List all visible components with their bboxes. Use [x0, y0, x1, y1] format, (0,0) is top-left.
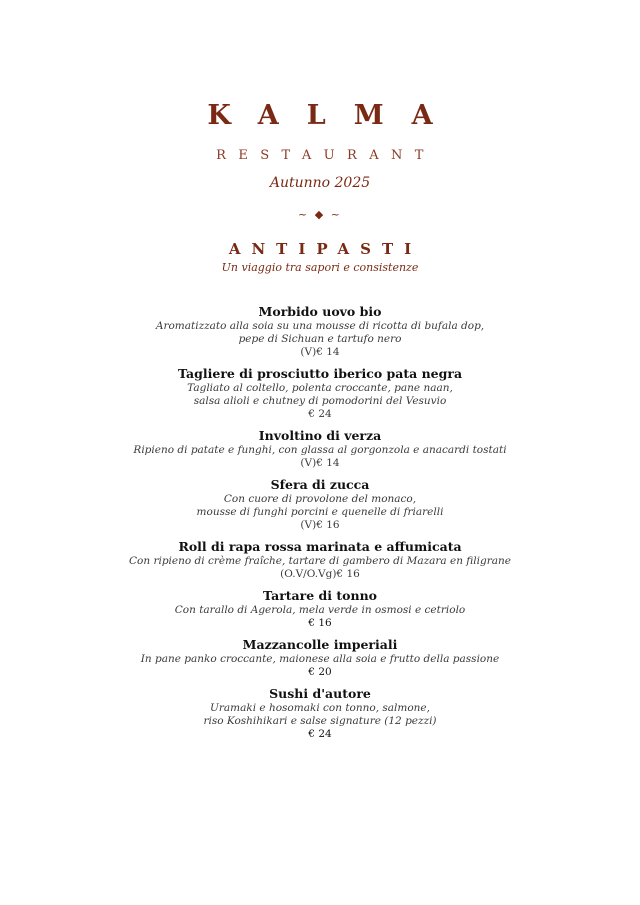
- menu-item-price: € 16: [308, 617, 332, 629]
- menu-item-description: Aromatizzato alla soia su una mousse di ricotta di bufala dop, pepe di Sichuan e tartufo nero: [155, 320, 485, 345]
- menu-item-description: Con ripieno di crème fraîche, tartare di gambero di Mazara en filigrane: [128, 555, 511, 567]
- menu-item-price: (O.V/O.Vg)€ 16: [280, 568, 360, 580]
- menu-item: [0, 366, 640, 421]
- menu-item-price: € 24: [308, 728, 332, 740]
- menu-item-price: € 20: [308, 666, 332, 678]
- menu-item-name: Tartare di tonno: [262, 588, 378, 603]
- menu-item-description: In pane panko croccante, maionese alla soia e frutto della passione: [140, 653, 500, 665]
- menu-item-name: Involtino di verza: [258, 428, 382, 443]
- menu-item-price: € 24: [308, 408, 332, 420]
- menu-item-description: Tagliato al coltello, polenta croccante, pane naan, salsa alioli e chutney di pomodorini del Vesuvio: [187, 382, 453, 407]
- menu-item-description: Con cuore di provolone del monaco, mousse di funghi porcini e quenelle di friarelli: [196, 493, 444, 518]
- menu-item: [0, 304, 640, 359]
- menu-item-description: Ripieno di patate e funghi, con glassa al gorgonzola e anacardi tostati: [133, 444, 507, 456]
- brand-subtitle: RESTAURANT: [216, 148, 436, 163]
- menu-item: [0, 686, 640, 741]
- season-label: Autunno 2025: [269, 175, 371, 191]
- menu-item-price: (V)€ 14: [300, 457, 340, 469]
- menu-item: [0, 588, 640, 630]
- menu-item-price: (V)€ 14: [300, 346, 340, 358]
- menu-item-price: (V)€ 16: [300, 519, 340, 531]
- menu-item-name: Sfera di zucca: [270, 477, 370, 492]
- menu-item: [0, 477, 640, 532]
- menu-item: [0, 539, 640, 581]
- menu-item-description: Con tarallo di Agerola, mela verde in osmosi e cetriolo: [174, 604, 466, 616]
- menu-item-name: Tagliere di prosciutto iberico pata negra: [177, 366, 463, 381]
- brand-title: KALMA: [207, 100, 461, 131]
- menu-item-name: Morbido uovo bio: [258, 304, 382, 319]
- menu-item: [0, 637, 640, 679]
- ornament-divider: ~ ◆ ~: [298, 208, 342, 221]
- menu-item: [0, 428, 640, 470]
- menu-item-name: Mazzancolle imperiali: [242, 637, 398, 652]
- menu-item-description: Uramaki e hosomaki con tonno, salmone, riso Koshihikari e salse signature (12 pezzi): [203, 702, 437, 727]
- section-title: ANTIPASTI: [228, 240, 423, 258]
- menu-item-name: Roll di rapa rossa marinata e affumicata: [178, 539, 462, 554]
- menu-items-list: [0, 304, 640, 748]
- section-subtitle: Un viaggio tra sapori e consistenze: [221, 261, 419, 274]
- menu-item-name: Sushi d'autore: [269, 686, 371, 701]
